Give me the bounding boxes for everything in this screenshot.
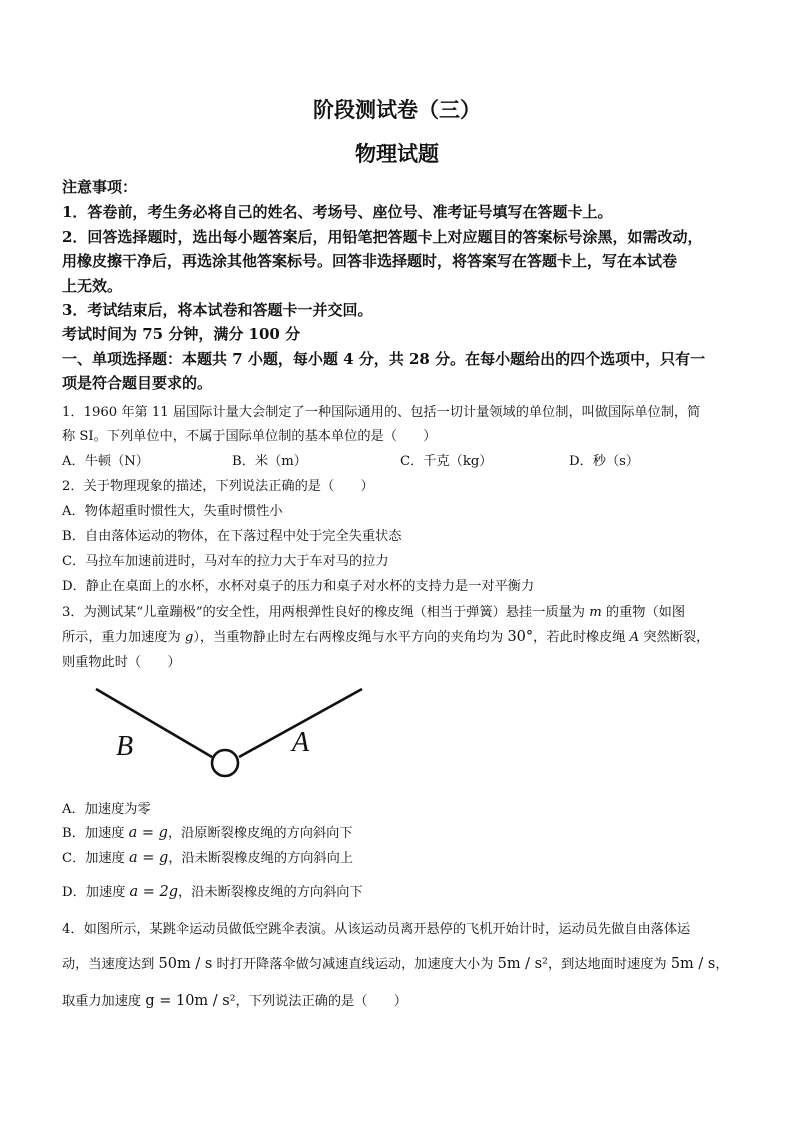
q4-line-2: 动，当速度达到 50m / s 时打开降落伞做匀减速直线运动，加速度大小为 5m / s²，到达地面时速度为 5m / s， bbox=[62, 956, 729, 972]
q1-option-a: A．牛顿（N） bbox=[62, 454, 149, 469]
q3-option-d: D．加速度 a = 2g，沿未断裂橡皮绳的方向斜向下 bbox=[62, 884, 363, 900]
note-item-2-line-1: 2．回答选择题时，选出每小题答案后，用铅笔把答题卡上对应题目的答案标号涂黑，如需改动， bbox=[62, 228, 703, 246]
q1-stem-line-1: 1．1960 年第 11 届国际计量大会制定了一种国际通用的、包括一切计量领域的单位制，叫做国际单位制，简 bbox=[62, 405, 701, 420]
note-item-1: 1．答卷前，考生务必将自己的姓名、考场号、座位号、准考证号填写在答题卡上。 bbox=[62, 203, 613, 221]
q3-stem-line-1: 3．为测试某“儿童蹦极”的安全性，用两根弹性良好的橡皮绳（相当于弹簧）悬挂一质量为 m 的重物（如图 bbox=[62, 605, 686, 620]
q4-line-3: 取重力加速度 g = 10m / s²，下列说法正确的是（ ） bbox=[62, 993, 407, 1009]
q2-stem: 2．关于物理现象的描述，下列说法正确的是（ ） bbox=[62, 479, 374, 494]
exam-time: 考试时间为 75 分钟，满分 100 分 bbox=[62, 325, 301, 343]
section-heading-line-2: 项是符合题目要求的。 bbox=[62, 374, 213, 392]
q1-option-c: C．千克（kg） bbox=[400, 454, 493, 469]
q3-option-a: A．加速度为零 bbox=[62, 802, 151, 817]
q3-stem-line-3: 则重物此时（ ） bbox=[62, 655, 181, 670]
section-heading-line-1: 一、单项选择题：本题共 7 小题，每小题 4 分，共 28 分。在每小题给出的四个选项中，只有一 bbox=[62, 350, 706, 368]
q2-option-d: D．静止在桌面上的水杯，水杯对桌子的压力和桌子对水杯的支持力是一对平衡力 bbox=[62, 579, 535, 594]
q3-option-b: B．加速度 a = g，沿原断裂橡皮绳的方向斜向下 bbox=[62, 825, 353, 841]
page-title: 阶段测试卷（三） bbox=[313, 97, 481, 122]
rubber-band-b bbox=[96, 689, 212, 757]
page-subtitle: 物理试题 bbox=[355, 141, 439, 166]
q1-option-b: B．米（m） bbox=[232, 454, 307, 469]
q1-option-d: D．秒（s） bbox=[569, 454, 640, 469]
q3-stem-line-2: 所示，重力加速度为 g），当重物静止时左右两橡皮绳与水平方向的夹角均为 30°，若此时橡皮绳 A 突然断裂， bbox=[62, 629, 710, 645]
q1-stem-line-2: 称 SI。下列单位中，不属于国际单位制的基本单位的是（ ） bbox=[62, 429, 437, 444]
q3-figure bbox=[92, 683, 372, 783]
q2-option-b: B．自由落体运动的物体，在下落过程中处于完全失重状态 bbox=[62, 529, 402, 544]
note-item-2-line-2: 用橡皮擦干净后，再选涂其他答案标号。回答非选择题时，将答案写在答题卡上，写在本试卷 bbox=[62, 252, 678, 270]
q2-option-a: A．物体超重时惯性大，失重时惯性小 bbox=[62, 504, 283, 519]
q3-option-c: C．加速度 a = g，沿未断裂橡皮绳的方向斜向上 bbox=[62, 850, 353, 866]
q2-option-c: C．马拉车加速前进时，马对车的拉力大于车对马的拉力 bbox=[62, 554, 389, 569]
weight-ball bbox=[212, 750, 238, 776]
label-a: A bbox=[292, 727, 310, 758]
label-b: B bbox=[116, 731, 134, 762]
notes-heading: 注意事项： bbox=[62, 178, 138, 196]
q4-line-1: 4．如图所示，某跳伞运动员做低空跳伞表演。从该运动员离开悬停的飞机开始计时，运动员先做自由落体运 bbox=[62, 922, 691, 937]
note-item-3: 3．考试结束后，将本试卷和答题卡一并交回。 bbox=[62, 301, 373, 319]
note-item-2-line-3: 上无效。 bbox=[62, 277, 123, 295]
